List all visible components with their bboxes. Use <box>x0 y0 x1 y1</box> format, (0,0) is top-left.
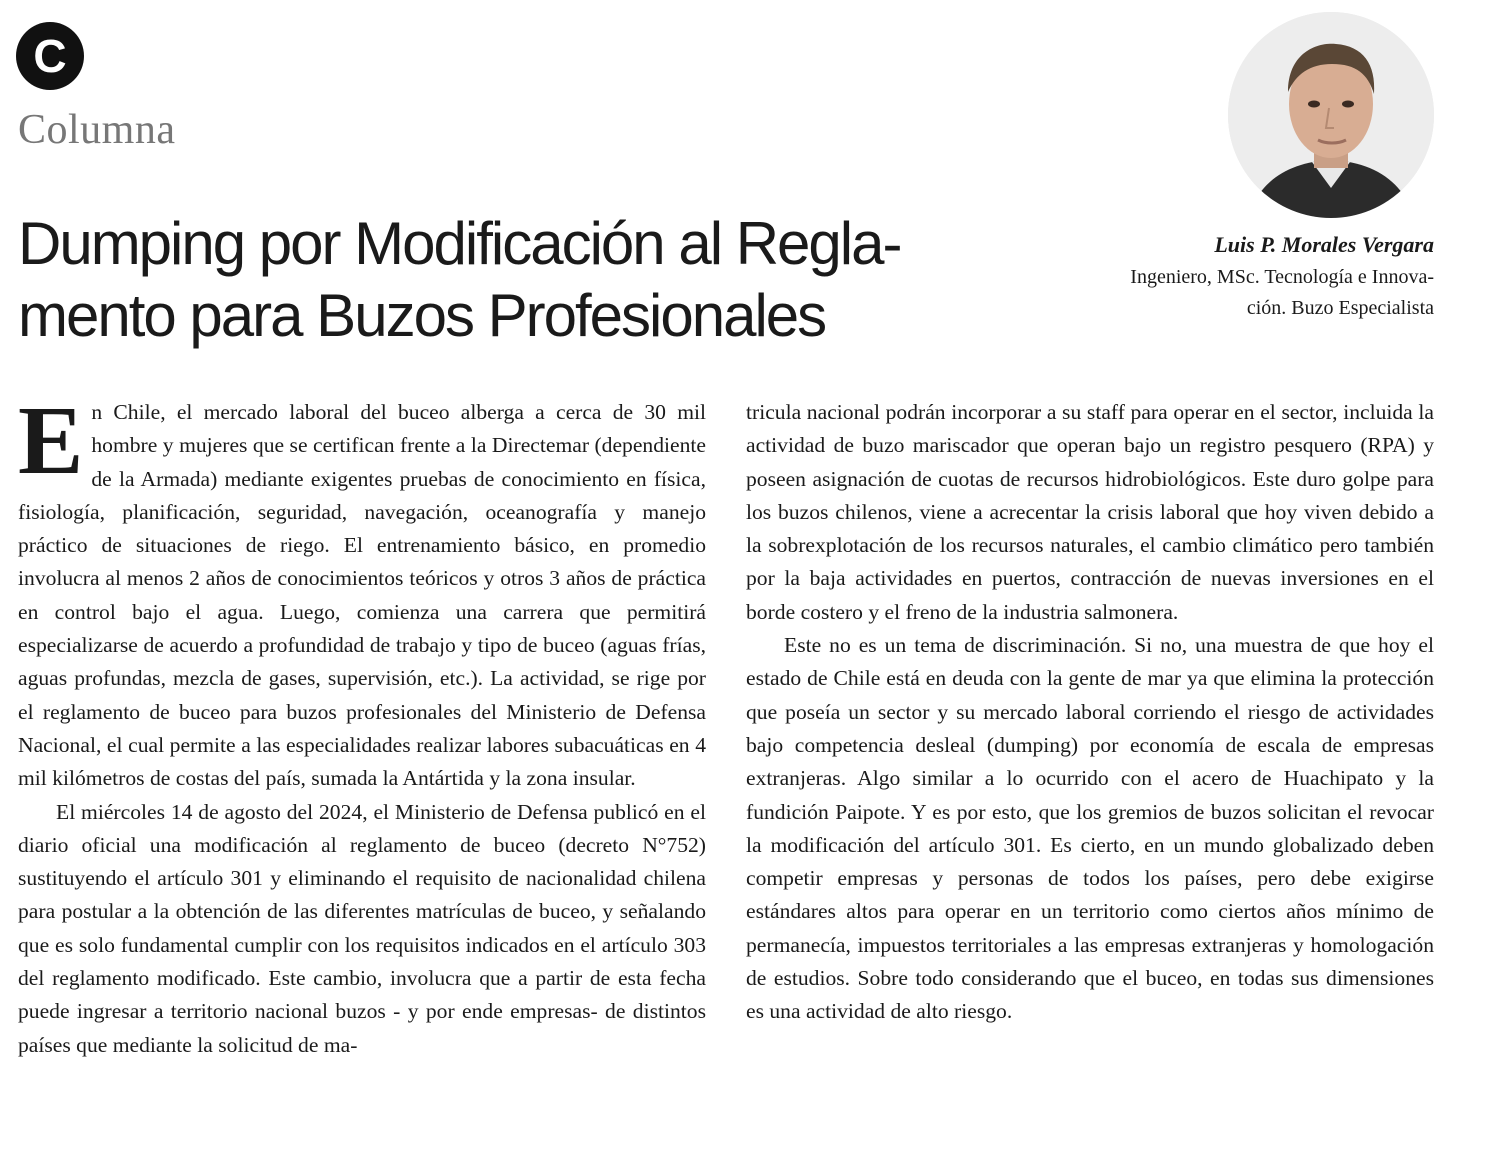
paragraph-1-text: n Chile, el mercado laboral del buceo alberga a cerca de 30 mil hombre y mujeres que se certifican frente a la Directemar (dependiente de la Armada) mediante exigentes pruebas de conocimiento en física, fisiología, planificación, seguridad, navegación, oceanografía y manejo práctico de situaciones de riego. El entrenamiento básico, en promedio involucra al menos 2 años de conocimientos teóricos y otros 3 años de práctica en control bajo el agua. Luego, comienza una carrera que permitirá especializarse de acuerdo a profundidad de trabajo y tipo de buceo (aguas frías, aguas profundas, mezcla de gases, supervisión, etc.). La actividad, se rige por el reglamento de buceo para buzos profesionales del Ministerio de Defensa Nacional, el cual permite a las especialidades realizar labores subacuáticas en 4 mil kilómetros de costas del país, sumada la Antártida y la zona insular. <box>18 400 706 791</box>
article-headline <box>18 208 1048 352</box>
article-column-left <box>18 387 706 1062</box>
paragraph-3: Este no es un tema de discriminación. Si no, una muestra de que hoy el estado de Chile está en deuda con la gente de mar ya que elimina la protección que poseía un sector y su mercado laboral corriendo el riesgo de actividades bajo competencia desleal (dumping) por economía de escala de empresas extranjeras. Algo similar a lo ocurrido con el acero de Huachipato y la fundición Paipote. Y es por esto, que los gremios de buzos solicitan el revocar la modificación del artículo 301. Es cierto, en un mundo globalizado deben competir empresas y personas de todos los países, pero debe exigirse estándares altos para operar en un territorio como ciertos años mínimo de permanecía, impuestos territoriales a las empresas extranjeras y homologación de estudios. Sobre todo considerando que el buceo, en todas sus dimensiones es una actividad de alto riesgo. <box>746 633 1434 1024</box>
headline-text: Dumping por Modificación al Regla- mento para Buzos Profesionales <box>18 210 901 349</box>
article-column-right <box>746 396 1434 1029</box>
author-portrait-icon <box>1228 12 1434 218</box>
author-name: Luis P. Morales Vergara <box>1214 232 1434 257</box>
author-role-line2: ción. Buzo Especialista <box>1246 297 1434 319</box>
drop-cap: E <box>18 387 84 495</box>
section-label: Columna <box>18 107 176 153</box>
section-badge: C <box>16 22 84 90</box>
author-byline <box>1014 228 1434 324</box>
paragraph-2-continued: tricula nacional podrán incorporar a su staff para operar en el sector, incluida la actividad de buzo mariscador que operan bajo un registro pesquero (RPA) y poseen asignación de cuotas de recursos hidrobiológicos. Este duro golpe para los buzos chilenos, viene a acrecentar la crisis laboral que hoy viven debido a la sobrexplotación de los recursos naturales, el cambio climático pero también por la baja actividades en puertos, contracción de nuevas inversiones en el borde costero y el freno de la industria salmonera. <box>746 400 1434 624</box>
author-role-line1: Ingeniero, MSc. Tecnología e Innova- <box>1130 266 1434 288</box>
paragraph-1 <box>18 387 706 796</box>
paragraph-2: El miércoles 14 de agosto del 2024, el Ministerio de Defensa publicó en el diario oficial una modificación al reglamento de buceo (decreto N°752) sustituyendo el artículo 301 y eliminando el requisito de nacionalidad chilena para postular a la obtención de las diferentes matrículas de buceo, y señalando que es solo fundamental cumplir con los requisitos indicados en el artículo 303 del reglamento modificado. Este cambio, involucra que a partir de esta fecha puede ingresar a territorio nacional buzos - y por ende empresas- de distintos países que mediante la solicitud de ma- <box>18 799 706 1057</box>
